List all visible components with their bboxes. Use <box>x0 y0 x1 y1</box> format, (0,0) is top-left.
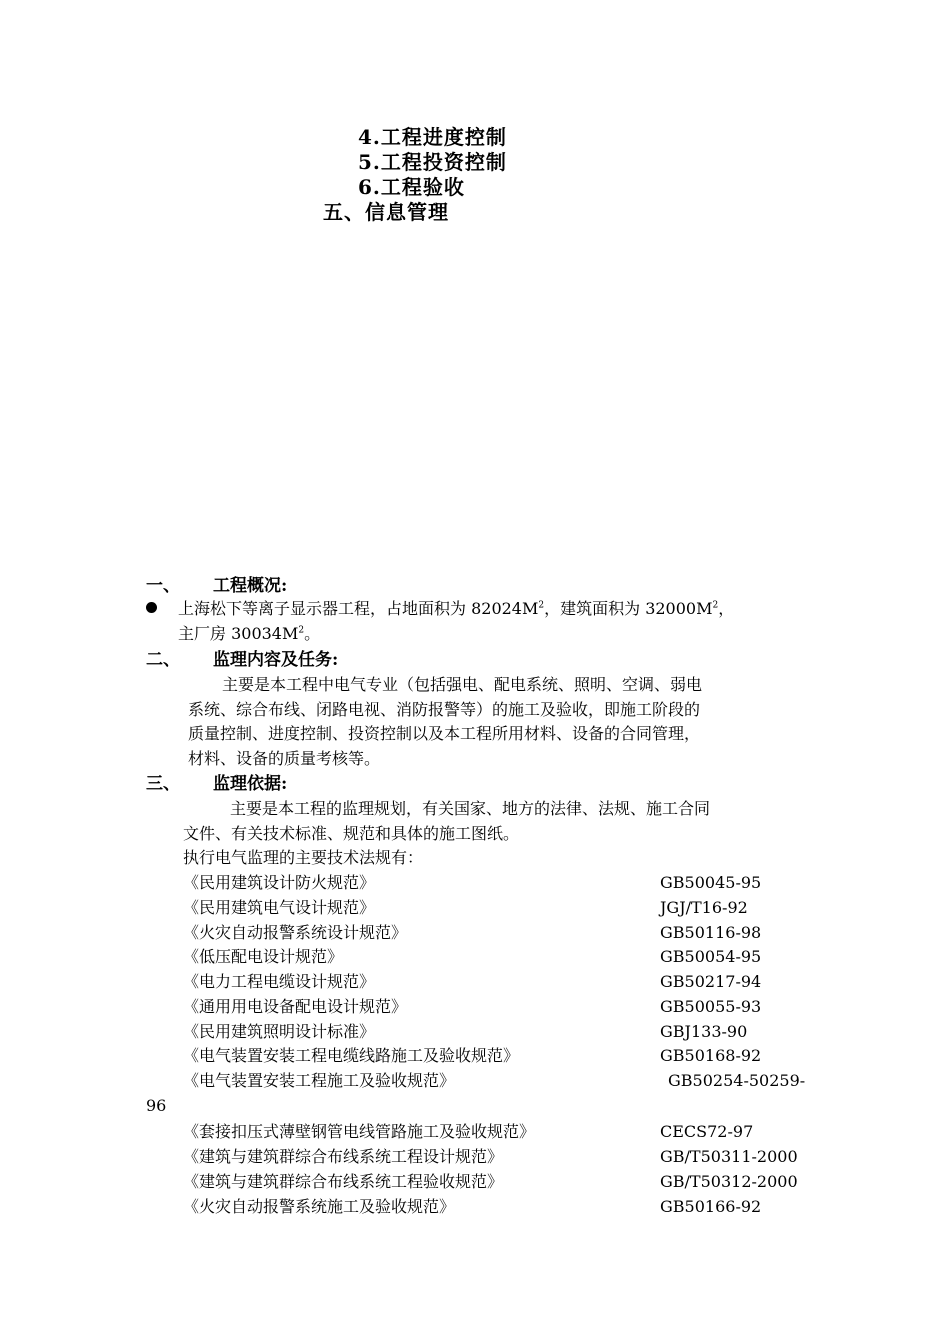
standard-name: 《通用用电设备配电设计规范》 <box>183 997 408 1016</box>
section-2-line-3: 质量控制、进度控制、投资控制以及本工程所用材料、设备的合同管理， <box>188 724 701 743</box>
standard-name: 《火灾自动报警系统施工及验收规范》 <box>183 1197 456 1216</box>
standard-code: GB50045-95 <box>660 873 762 892</box>
standard-code: GB50054-95 <box>660 947 762 966</box>
section-1-number: 一、 <box>146 576 180 596</box>
section-2-title: 监理内容及任务: <box>213 650 339 670</box>
standard-name: 《民用建筑电气设计规范》 <box>183 898 376 917</box>
section-1-title: 工程概况: <box>213 576 288 596</box>
standard-name: 《电气装置安装工程电缆线路施工及验收规范》 <box>183 1046 520 1065</box>
standard-code: GB50254-50259- <box>668 1071 806 1090</box>
standard-code: GB50166-92 <box>660 1197 762 1216</box>
section-1-line-1: 上海松下等离子显示器工程，占地面积为 $82024M^2$，建筑面积为 $32000M^2$， <box>178 599 735 618</box>
standard-code: GB/T50311-2000 <box>660 1147 798 1166</box>
standard-code: GBJ133-90 <box>660 1022 748 1041</box>
section-2-number: 二、 <box>146 650 180 670</box>
standard-name: 《电气装置安装工程施工及验收规范》 <box>183 1071 456 1090</box>
standard-name: 《火灾自动报警系统设计规范》 <box>183 923 408 942</box>
standard-code: CECS72-97 <box>660 1122 754 1141</box>
standard-code-wrap: 96 <box>146 1096 167 1115</box>
toc-item-5: 5.工程投资控制 <box>358 150 507 174</box>
section-3-line-3: 执行电气监理的主要技术法规有： <box>183 848 424 867</box>
bullet-dot-icon <box>146 602 157 613</box>
standard-code: GB50217-94 <box>660 972 762 991</box>
standard-name: 《建筑与建筑群综合布线系统工程设计规范》 <box>183 1147 504 1166</box>
standard-code: GB50116-98 <box>660 923 762 942</box>
standard-code: GB/T50312-2000 <box>660 1172 798 1191</box>
section-2-line-1: 主要是本工程中电气专业（包括强电、配电系统、照明、空调、弱电 <box>222 675 703 694</box>
standard-name: 《民用建筑照明设计标准》 <box>183 1022 376 1041</box>
section-3-number: 三、 <box>146 774 180 794</box>
toc-item-6: 6.工程验收 <box>358 175 465 199</box>
standard-code: GB50168-92 <box>660 1046 762 1065</box>
standard-code: GB50055-93 <box>660 997 762 1016</box>
section-3-line-2: 文件、有关技术标准、规范和具体的施工图纸。 <box>183 824 520 843</box>
section-3-line-1: 主要是本工程的监理规划，有关国家、地方的法律、法规、施工合同 <box>230 799 711 818</box>
standard-name: 《低压配电设计规范》 <box>183 947 344 966</box>
section-2-line-4: 材料、设备的质量考核等。 <box>188 749 381 768</box>
standard-name: 《电力工程电缆设计规范》 <box>183 972 376 991</box>
standard-code: JGJ/T16-92 <box>660 898 748 917</box>
section-3-title: 监理依据: <box>213 774 288 794</box>
section-1-line-2: 主厂房 $30034M^2$。 <box>178 624 321 643</box>
standard-name: 《建筑与建筑群综合布线系统工程验收规范》 <box>183 1172 504 1191</box>
standard-name: 《民用建筑设计防火规范》 <box>183 873 376 892</box>
section-2-line-2: 系统、综合布线、闭路电视、消防报警等）的施工及验收，即施工阶段的 <box>188 700 701 719</box>
toc-item-4: 4.工程进度控制 <box>358 125 507 149</box>
standard-name: 《套接扣压式薄壁钢管电线管路施工及验收规范》 <box>183 1122 536 1141</box>
toc-item-info-management: 五、信息管理 <box>323 200 449 224</box>
